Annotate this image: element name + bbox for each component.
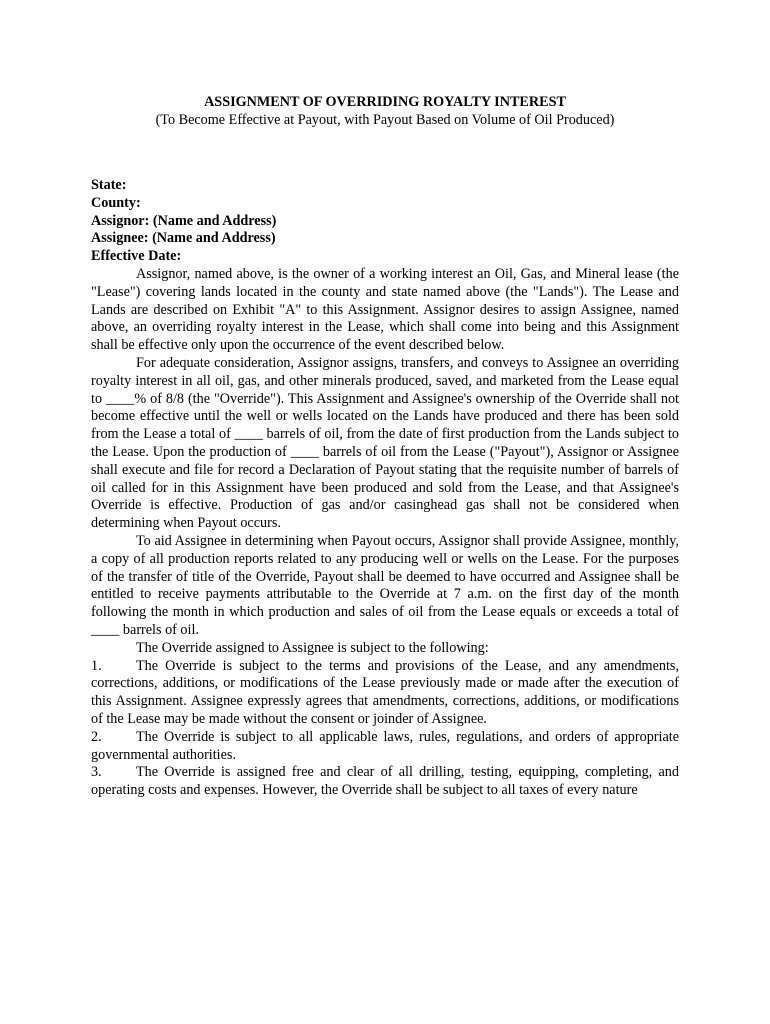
item-text: The Override is subject to the terms and provisions of the Lease, and any amendments, corrections, additions, or modifications of the Lease previously made or made after the execution of this Assignment. Assignee expressly agrees that amendments, corrections, additions, or modifications of the Lease may be made without the consent or joinder of Assignee. [91, 657, 679, 727]
field-effective-date: Effective Date: [91, 248, 182, 265]
numbered-item-3 [91, 764, 679, 800]
item-text: The Override is subject to all applicable laws, rules, regulations, and orders of appropriate governmental authorities. [91, 728, 679, 763]
document-title: ASSIGNMENT OF OVERRIDING ROYALTY INTEREST [204, 94, 566, 110]
field-state: State: [91, 177, 127, 193]
document-subtitle: (To Become Effective at Payout, with Payout Based on Volume of Oil Produced) [155, 112, 615, 128]
item-number: 3. [91, 764, 102, 781]
header-fields [91, 177, 679, 266]
field-assignor: Assignor: (Name and Address) [91, 212, 277, 229]
numbered-item-2 [91, 729, 679, 765]
item-number: 2. [91, 728, 102, 745]
numbered-item-1 [91, 658, 679, 729]
paragraph-recitals: Assignor, named above, is the owner of a working interest an Oil, Gas, and Mineral lease (the "Lease") covering lands located in the county and state named above (the "Lands"). The Lease and Lands are described on Exhibit "A" to this Assignment. Assignor desires to assign Assignee, named above, an overriding royalty interest in the Lease, which shall come into being and this Assignment shall be effective only upon the occurrence of the event described below. [91, 265, 679, 354]
paragraph-payout-reporting: To aid Assignee in determining when Payout occurs, Assignor shall provide Assignee, monthly, a copy of all production reports related to any producing well or wells on the Lease. For the purposes of the transfer of title of the Override, Payout shall be deemed to have occurred and Assignee shall be entitled to receive payments attributable to the Override at 7 a.m. on the first day of the month following the month in which production and sales of oil from the Lease equals or exceeds a total of ____ barrels of oil. [91, 532, 679, 638]
field-county: County: [91, 194, 141, 211]
item-number: 1. [91, 657, 102, 674]
paragraph-subject-to: The Override assigned to Assignee is subject to the following: [136, 639, 489, 656]
item-text: The Override is assigned free and clear of all drilling, testing, equipping, completing, and operating costs and expenses. However, the Override shall be subject to all taxes of every nature [91, 764, 679, 799]
field-assignee: Assignee: (Name and Address) [91, 230, 276, 247]
paragraph-grant: For adequate consideration, Assignor assigns, transfers, and conveys to Assignee an overriding royalty interest in all oil, gas, and other minerals produced, saved, and marketed from the Lease equal to ____% of 8/8 (the "Override"). This Assignment and Assignee's ownership of the Override shall not become effective until the well or wells located on the Lands have produced and there has been sold from the Lease a total of ____ barrels of oil, from the date of first production from the Lands subject to the Lease. Upon the production of ____ barrels of oil from the Lease ("Payout"), Assignor or Assignee shall execute and file for record a Declaration of Payout stating that the requisite number of barrels of oil called for in this Assignment have been produced and sold from the Lease, and that Assignee's Override is effective. Production of gas and/or casinghead gas shall not be considered when determining when Payout occurs. [91, 354, 679, 532]
